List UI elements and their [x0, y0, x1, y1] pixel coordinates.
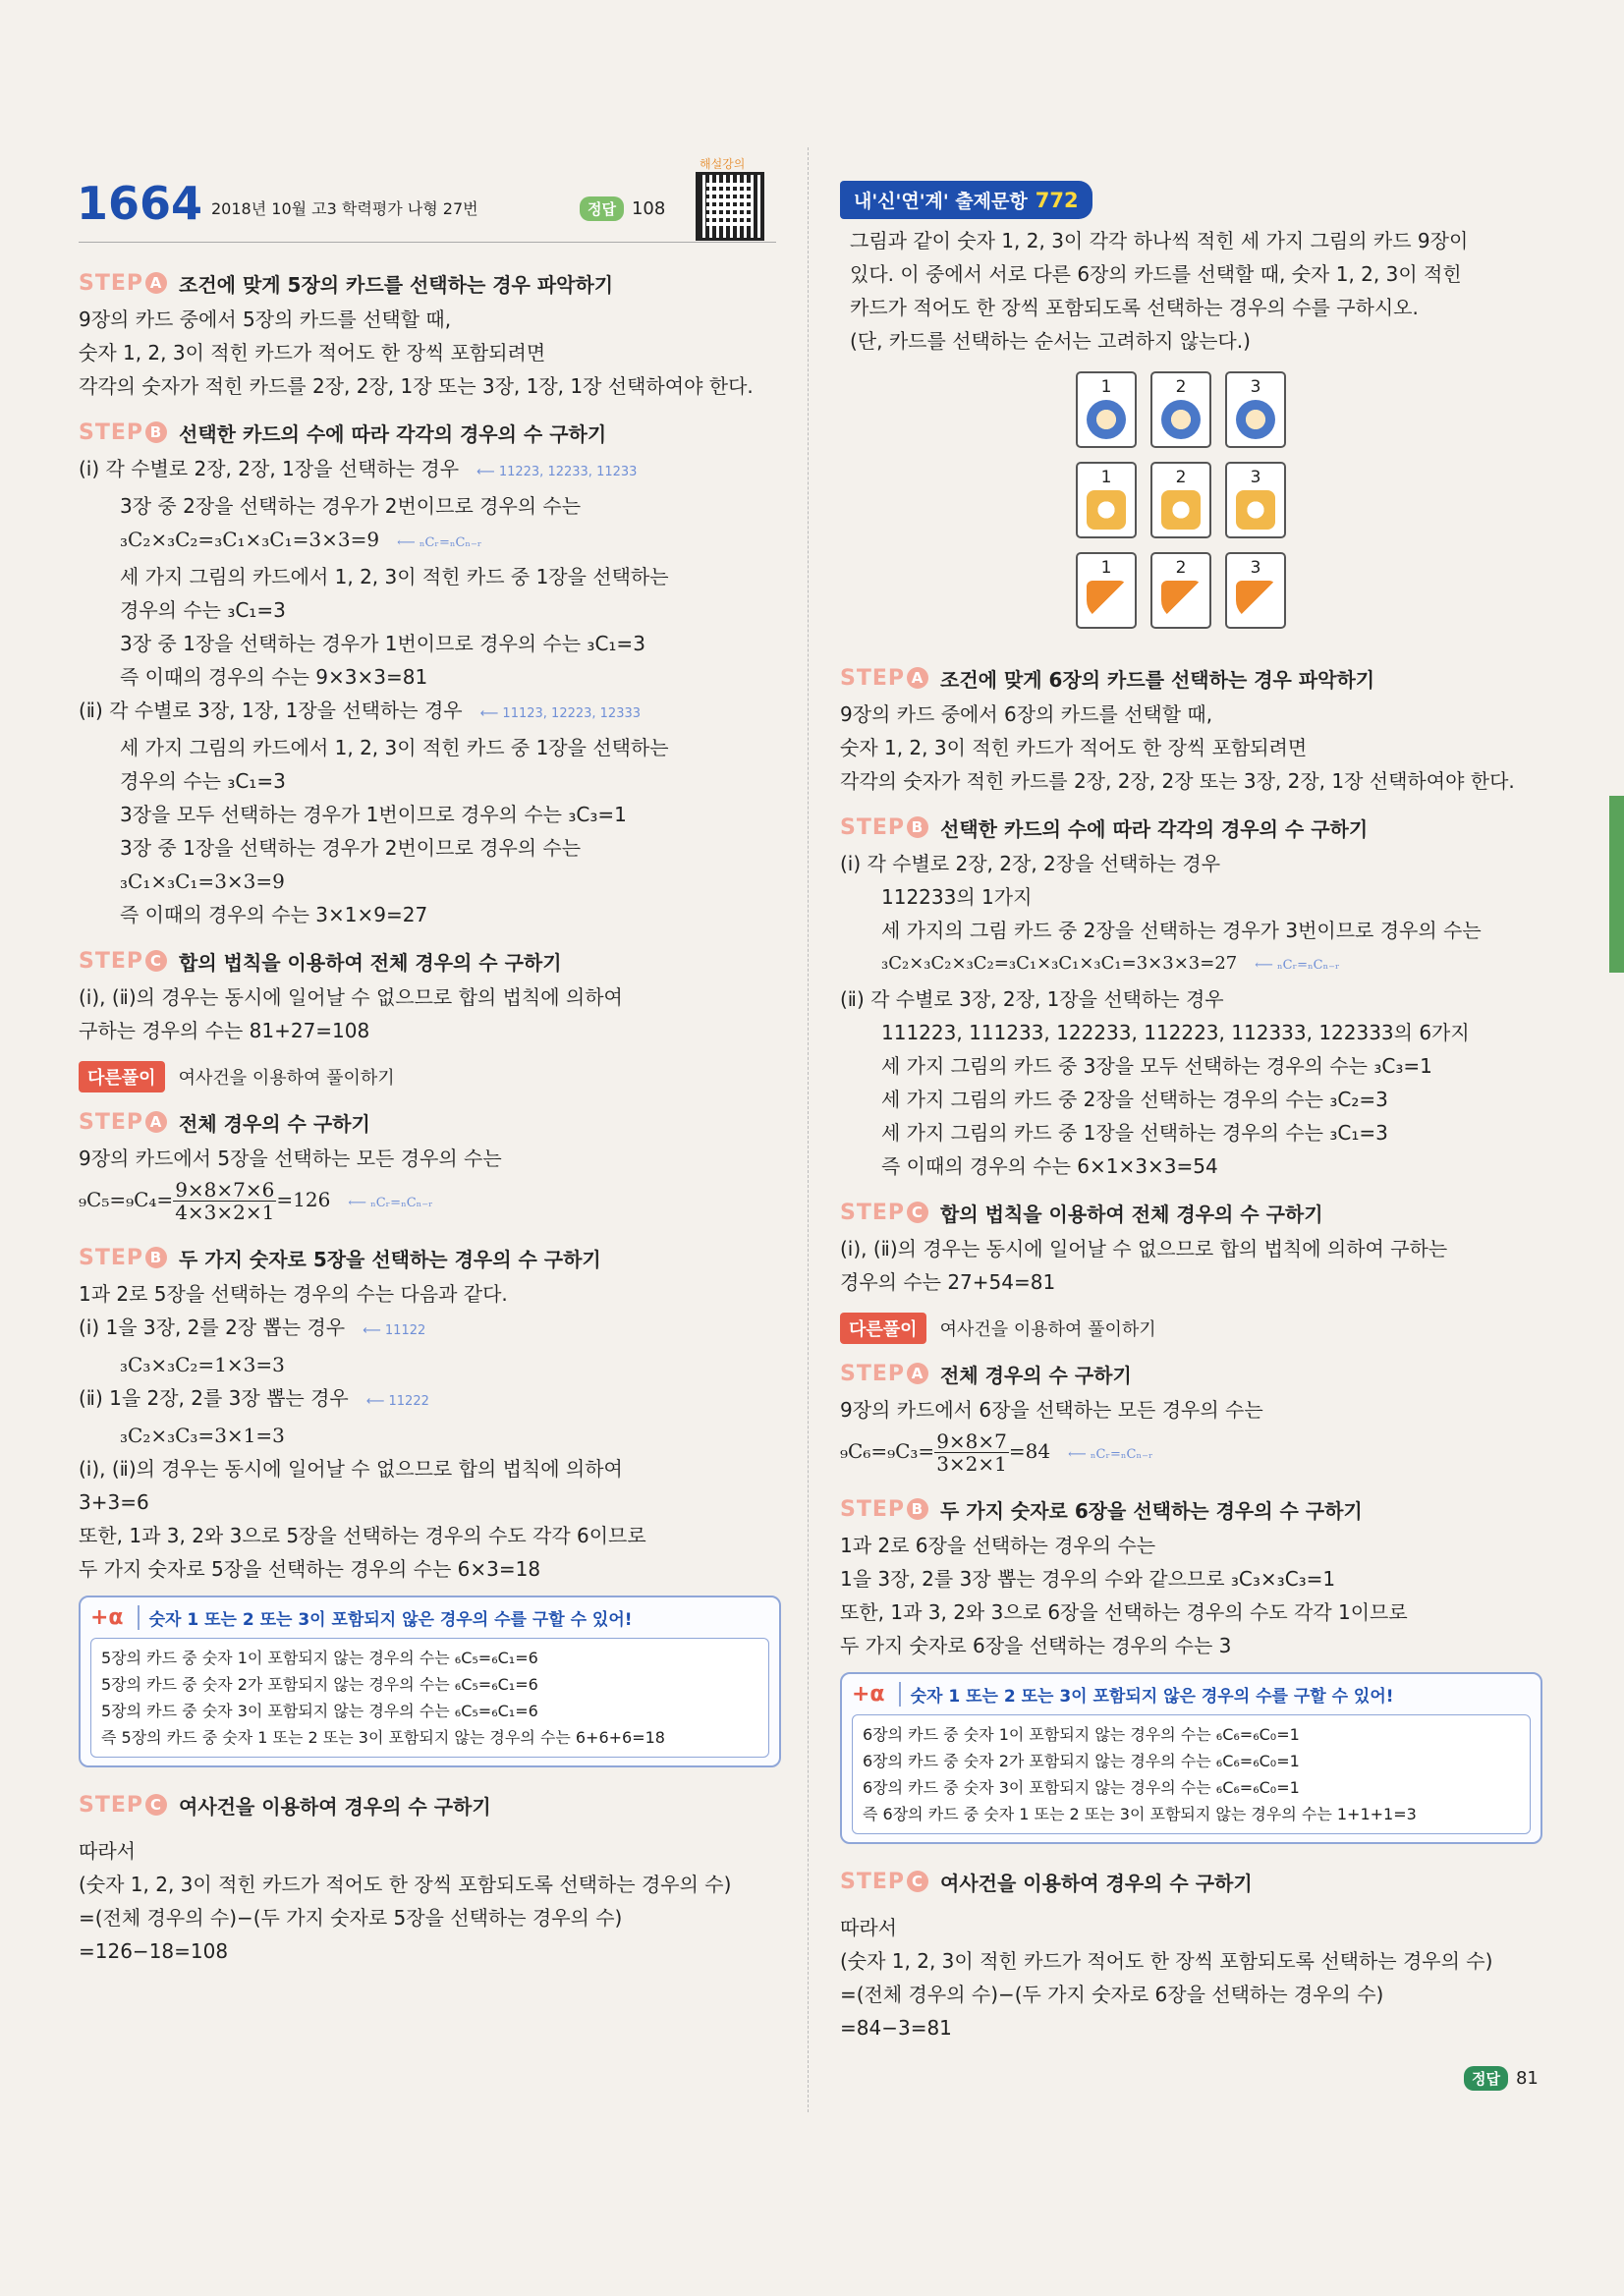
margin-note: ⟵ 11123, 12223, 12333	[480, 706, 641, 721]
tip-line: 6장의 카드 중 숫자 3이 포함되지 않는 경우의 수는 ₆C₆=₆C₀=1	[863, 1778, 1300, 1797]
answer-badge	[580, 196, 665, 221]
alt-solution-badge: 다른풀이	[840, 1313, 926, 1344]
text-line: 즉 이때의 경우의 수는 6×1×3×3=54	[881, 1154, 1218, 1178]
text-line: 3장 중 1장을 선택하는 경우가 1번이므로 경우의 수는 ₃C₁=3	[120, 632, 645, 655]
fox-icon	[1236, 581, 1275, 620]
text-line: 또한, 1과 3, 2와 3으로 6장을 선택하는 경우의 수도 각각 1이므로	[840, 1600, 1408, 1624]
tip-line: 5장의 카드 중 숫자 3이 포함되지 않는 경우의 수는 ₆C₅=₆C₁=6	[101, 1702, 538, 1720]
text-line: 경우의 수는 27+54=81	[840, 1270, 1056, 1294]
problem-number: 1664	[77, 177, 203, 230]
answer-value: 108	[631, 198, 666, 219]
tip-line: 6장의 카드 중 숫자 2가 포함되지 않는 경우의 수는 ₆C₆=₆C₀=1	[863, 1752, 1300, 1770]
alt-solution-header	[79, 1061, 781, 1092]
step-c-header	[840, 1193, 1542, 1232]
formula-line: ₉C₆=₉C₃= $\frac{9\times 8\times 7}{3\times 2\times 1}$ =84⟵ ₙCᵣ=ₙCₙ₋ᵣ	[840, 1427, 1542, 1480]
text-line: 두 가지 숫자로 5장을 선택하는 경우의 수는 6×3=18	[79, 1557, 541, 1581]
fraction: $\frac{9\times 8\times 7}{3\times 2\times 1}$	[936, 1429, 1007, 1476]
answer-value: 81	[1515, 2068, 1539, 2089]
right-column	[840, 224, 1542, 2044]
text-line: 따라서	[79, 1839, 136, 1863]
step-label: STEP C	[840, 1870, 928, 1894]
alt-step-c-header	[79, 1785, 781, 1824]
tip-line: 5장의 카드 중 숫자 1이 포함되지 않는 경우의 수는 ₆C₅=₆C₁=6	[101, 1649, 538, 1667]
tiger-icon	[1087, 490, 1126, 530]
text-line: (ⅱ) 각 수별로 3장, 1장, 1장을 선택하는 경우⟵ 11123, 12223, 12333	[79, 694, 781, 731]
text-line: 3장 중 1장을 선택하는 경우가 2번이므로 경우의 수는	[120, 836, 582, 860]
fox-card: 3	[1225, 552, 1286, 629]
tiger-card: 1	[1076, 462, 1137, 538]
text-line: 세 가지 그림의 카드에서 1, 2, 3이 적힌 카드 중 1장을 선택하는	[120, 736, 669, 759]
fox-icon	[1161, 581, 1201, 620]
text-line: 112233의 1가지	[881, 885, 1033, 909]
text-line: =(전체 경우의 수)−(두 가지 숫자로 5장을 선택하는 경우의 수)	[79, 1906, 623, 1930]
alt-solution-label: 여사건을 이용하여 풀이하기	[178, 1068, 395, 1089]
header-rule	[79, 242, 776, 243]
step-title: 전체 경우의 수 구하기	[179, 1111, 370, 1136]
banner-label: 내'신'연'계' 출제문항	[854, 191, 1028, 212]
step-label: STEP B	[840, 815, 928, 840]
text-line: 9장의 카드 중에서 6장의 카드를 선택할 때,	[840, 702, 1213, 726]
step-title: 여사건을 이용하여 경우의 수 구하기	[940, 1871, 1253, 1895]
fox-card: 2	[1150, 552, 1211, 629]
text-line: =84−3=81	[840, 2016, 952, 2040]
text-line: 두 가지 숫자로 6장을 선택하는 경우의 수는 3	[840, 1634, 1232, 1657]
text-line: 9장의 카드에서 5장을 선택하는 모든 경우의 수는	[79, 1147, 502, 1170]
fox-card: 1	[1076, 552, 1137, 629]
step-c-header	[79, 941, 781, 980]
formula-line: ₃C₂×₃C₃=3×1=3	[120, 1424, 285, 1447]
fox-icon	[1087, 581, 1126, 620]
step-label: STEP B	[79, 420, 167, 445]
step-label: STEP B	[79, 1246, 167, 1270]
text-line: 구하는 경우의 수는 81+27=108	[79, 1019, 370, 1042]
question-line: (단, 카드를 선택하는 순서는 고려하지 않는다.)	[850, 329, 1251, 353]
tip-title: 숫자 1 또는 2 또는 3이 포함되지 않은 경우의 수를 구할 수 있어!	[899, 1682, 1394, 1707]
text-line: (ⅰ) 각 수별로 2장, 2장, 1장을 선택하는 경우⟵ 11223, 12233, 11233	[79, 452, 781, 489]
step-a-header	[79, 263, 781, 303]
text-line: (숫자 1, 2, 3이 적힌 카드가 적어도 한 장씩 포함되도록 선택하는 경우의 수)	[79, 1873, 732, 1896]
text-line: 숫자 1, 2, 3이 적힌 카드가 적어도 한 장씩 포함되려면	[840, 736, 1308, 759]
text-line: 경우의 수는 ₃C₁=3	[120, 598, 286, 622]
step-label: STEP C	[79, 1793, 167, 1818]
question-line: 그림과 같이 숫자 1, 2, 3이 각각 하나씩 적힌 세 가지 그림의 카드 9장이	[850, 229, 1469, 252]
text-line: =126−18=108	[79, 1939, 229, 1963]
text-line: =(전체 경우의 수)−(두 가지 숫자로 6장을 선택하는 경우의 수)	[840, 1983, 1384, 2006]
text-line: 따라서	[840, 1916, 897, 1939]
question-line: 있다. 이 중에서 서로 다른 6장의 카드를 선택할 때, 숫자 1, 2, 3이 적힌	[850, 262, 1462, 286]
question-line: 카드가 적어도 한 장씩 포함되도록 선택하는 경우의 수를 구하시오.	[850, 296, 1419, 319]
text-line: 9장의 카드 중에서 5장의 카드를 선택할 때,	[79, 308, 452, 331]
text-line: (ⅰ), (ⅱ)의 경우는 동시에 일어날 수 없으므로 합의 법칙에 의하여 구하는	[840, 1237, 1448, 1260]
text-line: 1과 2로 6장을 선택하는 경우의 수는	[840, 1534, 1156, 1557]
alt-solution-badge: 다른풀이	[79, 1061, 165, 1092]
step-title: 두 가지 숫자로 5장을 선택하는 경우의 수 구하기	[179, 1247, 601, 1271]
lion-icon	[1161, 400, 1201, 439]
text-line: (ⅰ), (ⅱ)의 경우는 동시에 일어날 수 없으므로 합의 법칙에 의하여	[79, 1457, 623, 1481]
step-label: STEP C	[840, 1201, 928, 1225]
right-answer-badge	[1464, 2066, 1539, 2091]
formula-line: ₃C₃×₃C₂=1×3=3	[120, 1353, 285, 1376]
step-label: STEP C	[79, 949, 167, 974]
text-line: 9장의 카드에서 6장을 선택하는 모든 경우의 수는	[840, 1398, 1263, 1422]
tiger-icon	[1236, 490, 1275, 530]
tip-line: 6장의 카드 중 숫자 1이 포함되지 않는 경우의 수는 ₆C₆=₆C₀=1	[863, 1725, 1300, 1744]
text-line: 세 가지 그림의 카드에서 1, 2, 3이 적힌 카드 중 1장을 선택하는	[120, 565, 669, 588]
step-title: 합의 법칙을 이용하여 전체 경우의 수 구하기	[179, 950, 562, 975]
tip-line: 즉 5장의 카드 중 숫자 1 또는 2 또는 3이 포함되지 않는 경우의 수는 6+6+6=18	[101, 1728, 665, 1747]
answer-pill: 정답	[1464, 2066, 1508, 2091]
text-line: 각각의 숫자가 적힌 카드를 2장, 2장, 2장 또는 3장, 2장, 1장 선택하여야 한다.	[840, 769, 1515, 793]
lion-card: 1	[1076, 371, 1137, 448]
text-line: (ⅰ), (ⅱ)의 경우는 동시에 일어날 수 없으므로 합의 법칙에 의하여	[79, 985, 623, 1009]
margin-note: ⟵ ₙCᵣ=ₙCₙ₋ᵣ	[1255, 958, 1339, 973]
step-b-header	[79, 413, 781, 452]
lion-card: 3	[1225, 371, 1286, 448]
text-line: 111223, 111233, 122233, 112223, 112333, 122333의 6가지	[881, 1021, 1470, 1044]
step-title: 합의 법칙을 이용하여 전체 경우의 수 구하기	[940, 1202, 1323, 1226]
alt-step-c-header	[840, 1862, 1542, 1901]
text-line: 3+3=6	[79, 1490, 149, 1514]
formula-line: ₃C₂×₃C₂×₃C₂=₃C₁×₃C₁×₃C₁=3×3×3=27⟵ ₙCᵣ=ₙCₙ₋ᵣ	[840, 947, 1542, 982]
formula-line: ₃C₁×₃C₁=3×3=9	[120, 869, 285, 893]
alt-step-a-header	[840, 1354, 1542, 1393]
formula-line: ₃C₂×₃C₂=₃C₁×₃C₁=3×3=9⟵ ₙCᵣ=ₙCₙ₋ᵣ	[79, 523, 781, 560]
margin-note: ⟵ ₙCᵣ=ₙCₙ₋ᵣ	[397, 535, 481, 550]
tip-header	[90, 1605, 769, 1630]
tip-title: 숫자 1 또는 2 또는 3이 포함되지 않은 경우의 수를 구할 수 있어!	[138, 1605, 633, 1630]
text-line: 숫자 1, 2, 3이 적힌 카드가 적어도 한 장씩 포함되려면	[79, 341, 546, 364]
problem-source: 2018년 10월 고3 학력평가 나형 27번	[211, 199, 478, 218]
text-line: 즉 이때의 경우의 수는 3×1×9=27	[120, 903, 428, 926]
step-title: 선택한 카드의 수에 따라 각각의 경우의 수 구하기	[940, 816, 1369, 841]
text-line: 또한, 1과 3, 2와 3으로 5장을 선택하는 경우의 수도 각각 6이므로	[79, 1524, 646, 1547]
alt-step-b-header	[79, 1238, 781, 1277]
alt-step-b-header	[840, 1489, 1542, 1529]
qr-label: 해설강의	[700, 157, 746, 171]
step-b-header	[840, 808, 1542, 847]
step-title: 두 가지 숫자로 6장을 선택하는 경우의 수 구하기	[940, 1498, 1363, 1523]
margin-note: ⟵ 11122	[363, 1323, 425, 1338]
margin-note: ⟵ ₙCᵣ=ₙCₙ₋ᵣ	[1068, 1447, 1152, 1462]
linked-problem-banner	[840, 181, 1092, 219]
alt-solution-header	[840, 1313, 1542, 1344]
left-column	[79, 253, 781, 1968]
alt-solution-label: 여사건을 이용하여 풀이하기	[939, 1319, 1156, 1340]
step-a-header	[840, 658, 1542, 698]
text-line: 1을 3장, 2를 3장 뽑는 경우의 수와 같으므로 ₃C₃×₃C₃=1	[840, 1567, 1336, 1591]
tip-line: 5장의 카드 중 숫자 2가 포함되지 않는 경우의 수는 ₆C₅=₆C₁=6	[101, 1675, 538, 1694]
card-grid	[1076, 371, 1542, 629]
step-title: 조건에 맞게 5장의 카드를 선택하는 경우 파악하기	[179, 272, 614, 297]
margin-note: ⟵ 11223, 12233, 11233	[476, 465, 637, 479]
lion-icon	[1087, 400, 1126, 439]
banner-number: 772	[1035, 189, 1079, 212]
tip-box	[79, 1596, 781, 1767]
text-line: 세 가지 그림의 카드 중 3장을 모두 선택하는 경우의 수는 ₃C₃=1	[881, 1054, 1432, 1078]
column-divider	[808, 147, 809, 2112]
plus-alpha-icon: +α	[90, 1605, 124, 1630]
formula-line: ₉C₅=₉C₄= $\frac{9\times 8\times 7\times 6}{4\times 3\times 2\times 1}$ =126⟵ ₙCᵣ=ₙCₙ₋ᵣ	[79, 1175, 781, 1228]
step-label: STEP A	[79, 1110, 167, 1135]
tip-box	[840, 1672, 1542, 1844]
step-title: 여사건을 이용하여 경우의 수 구하기	[179, 1794, 491, 1819]
step-label: STEP B	[840, 1497, 928, 1522]
lion-icon	[1236, 400, 1275, 439]
step-title: 조건에 맞게 6장의 카드를 선택하는 경우 파악하기	[940, 667, 1375, 692]
text-line: (ⅰ) 각 수별로 2장, 2장, 2장을 선택하는 경우	[840, 852, 1221, 875]
text-line: 세 가지 그림의 카드 중 2장을 선택하는 경우의 수는 ₃C₂=3	[881, 1088, 1388, 1111]
text-line: 경우의 수는 ₃C₁=3	[120, 769, 286, 793]
step-label: STEP A	[840, 1362, 928, 1386]
answer-pill: 정답	[580, 196, 624, 221]
alt-step-a-header	[79, 1102, 781, 1142]
text-line: (ⅰ) 1을 3장, 2를 2장 뽑는 경우⟵ 11122	[79, 1311, 781, 1348]
step-title: 선택한 카드의 수에 따라 각각의 경우의 수 구하기	[179, 421, 607, 446]
side-tab	[1609, 796, 1624, 973]
step-label: STEP A	[840, 666, 928, 691]
tiger-card: 3	[1225, 462, 1286, 538]
plus-alpha-icon: +α	[852, 1682, 885, 1707]
text-line: 3장 중 2장을 선택하는 경우가 2번이므로 경우의 수는	[120, 494, 582, 518]
tip-line: 즉 6장의 카드 중 숫자 1 또는 2 또는 3이 포함되지 않는 경우의 수는 1+1+1=3	[863, 1805, 1417, 1823]
text-line: 3장을 모두 선택하는 경우가 1번이므로 경우의 수는 ₃C₃=1	[120, 803, 627, 826]
tiger-card: 2	[1150, 462, 1211, 538]
text-line: (숫자 1, 2, 3이 적힌 카드가 적어도 한 장씩 포함되도록 선택하는 경우의 수)	[840, 1949, 1493, 1973]
tip-body	[852, 1714, 1531, 1834]
text-line: (ⅱ) 1을 2장, 2를 3장 뽑는 경우⟵ 11222	[79, 1381, 781, 1419]
text-line: 즉 이때의 경우의 수는 9×3×3=81	[120, 665, 428, 689]
text-line: 세 가지 그림의 카드 중 1장을 선택하는 경우의 수는 ₃C₁=3	[881, 1121, 1388, 1145]
text-line: (ⅱ) 각 수별로 3장, 2장, 1장을 선택하는 경우	[840, 987, 1224, 1011]
qr-code[interactable]	[696, 172, 764, 241]
fraction: $\frac{9\times 8\times 7\times 6}{4\times 3\times 2\times 1}$	[175, 1178, 275, 1224]
text-line: 각각의 숫자가 적힌 카드를 2장, 2장, 1장 또는 3장, 1장, 1장 선택하여야 한다.	[79, 374, 754, 398]
margin-note: ⟵ 11222	[366, 1394, 429, 1409]
margin-note: ⟵ ₙCᵣ=ₙCₙ₋ᵣ	[348, 1196, 432, 1210]
text-line: 1과 2로 5장을 선택하는 경우의 수는 다음과 같다.	[79, 1282, 508, 1306]
tip-body	[90, 1638, 769, 1758]
tiger-icon	[1161, 490, 1201, 530]
lion-card: 2	[1150, 371, 1211, 448]
tip-header	[852, 1682, 1531, 1707]
step-title: 전체 경우의 수 구하기	[940, 1363, 1132, 1387]
step-label: STEP A	[79, 271, 167, 296]
text-line: 세 가지의 그림 카드 중 2장을 선택하는 경우가 3번이므로 경우의 수는	[881, 919, 1482, 942]
